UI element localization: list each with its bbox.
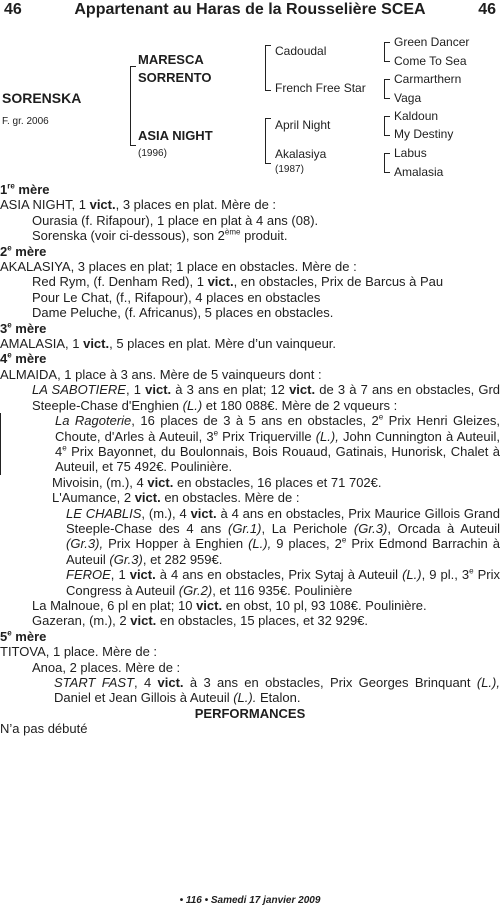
section-heading-1: 1re mère — [0, 181, 50, 197]
section-heading-4: 4e mère — [0, 351, 47, 367]
produce-gazeran: Gazeran, (m.), 2 vict. en obstacles, 15 places, et 32 929€. — [32, 613, 369, 629]
page-header — [0, 0, 500, 24]
great-grandparent-6: My Destiny — [394, 127, 454, 141]
great-grandparent-7: Labus — [394, 146, 427, 160]
great-grandparent-2: Come To Sea — [394, 54, 467, 68]
sire-name-line2: SORRENTO — [138, 70, 212, 85]
dam-sire-bracket — [130, 66, 136, 146]
dam-4-line: ALMAIDA, 1 place à 3 ans. Mère de 5 vainqueurs dont : — [0, 366, 322, 382]
performances-heading: PERFORMANCES — [194, 705, 306, 721]
horse-name: SORENSKA — [2, 90, 82, 106]
dam-name: ASIA NIGHT — [138, 128, 213, 143]
dam-parents-bracket — [265, 118, 271, 164]
dam-2-line: AKALASIYA, 3 places en plat; 1 place en obstacles. Mère de : — [0, 259, 357, 275]
produce-feroe: FEROE, 1 vict. à 4 ans en obstacles, Prix Sytaj à Auteuil (L.), 9 pl., 3e Prix Congress à Auteuil (Gr.2), et 116 935€. Poulinière — [66, 566, 500, 598]
page-title: Appartenant au Haras de la Rousselière SCEA — [74, 1, 426, 18]
great-grandparent-4: Vaga — [394, 91, 422, 105]
page-footer: • 116 • Samedi 17 janvier 2009 — [179, 895, 321, 906]
produce-mivoisin: Mivoisin, (m.), 4 vict. en obstacles, 16 places et 71 702€. — [52, 474, 382, 490]
dam-year: (1996) — [138, 148, 167, 159]
produce-le-chablis: LE CHABLIS, (m.), 4 vict. à 4 ans en obstacles, Prix Maurice Gillois Grand Steeple-Chase des 4 ans (Gr.1), La Perichole (Gr.3), Orcada à Auteuil (Gr.3), Prix Hopper à Enghien (L.), 9 places, 2e Prix Edmond Barrachin à Auteuil (Gr.3), et 282 959€. — [66, 505, 500, 567]
produce-la-malnoue: La Malnoue, 6 pl en plat; 10 vict. en obst, 10 pl, 93 108€. Poulinière. — [32, 597, 427, 613]
great-grandparent-1: Green Dancer — [394, 35, 470, 49]
section-heading-3: 3e mère — [0, 320, 47, 336]
ggs-bracket-2 — [384, 79, 390, 99]
dam-1-line: ASIA NIGHT, 1 vict., 3 places en plat. Mère de : — [0, 197, 277, 213]
horse-description: F. gr. 2006 — [2, 116, 49, 127]
section-heading-2: 2e mère — [0, 243, 47, 259]
produce-line: Sorenska (voir ci-dessous), son 2ème produit. — [32, 227, 288, 244]
produce-start-fast: START FAST, 4 vict. à 3 ans en obstacles, Prix Georges Brinquant (L.), Daniel et Jean Gillois à Auteuil (L.). Etalon. — [54, 675, 500, 706]
sire-name-line1: MARESCA — [138, 52, 204, 67]
dam-5-line: TITOVA, 1 place. Mère de : — [0, 644, 158, 660]
produce-la-sabotiere: LA SABOTIERE, 1 vict. à 3 ans en plat; 12 vict. de 3 à 7 ans en obstacles, Grd Steeple-Chase d'Enghien (L.) et 180 088€. Mère de 2 vqueurs : — [32, 382, 500, 413]
great-grandparent-3: Carmarthern — [394, 72, 462, 86]
great-grandparent-8: Amalasia — [394, 165, 444, 179]
ggs-bracket-1 — [384, 42, 390, 62]
ggs-bracket-3 — [384, 116, 390, 136]
grandsire-2: French Free Star — [275, 81, 366, 95]
produce-anoa: Anoa, 2 places. Mère de : — [32, 659, 181, 675]
produce-la-ragoterie: La Ragoterie, 16 places de 3 à 5 ans en obstacles, 2e Prix Henri Gleizes, Choute, d'Arles à Auteuil, 3e Prix Triquerville (L.), John Cunnington à Auteuil, 4e Prix Bayonnet, du Boulonnais, Bois Rouaud, Gatinais, Hunorisk, Chalet à Auteuil, et 75 492€. Poulinière. — [0, 413, 500, 475]
performances-text: N’a pas débuté — [0, 721, 88, 737]
grandsire-4-year: (1987) — [275, 164, 304, 175]
grandsire-1: Cadoudal — [275, 44, 327, 58]
produce-line: Ourasia (f. Rifapour), 1 place en plat à 4 ans (08). — [32, 212, 319, 228]
produce-line: Dame Peluche, (f. Africanus), 5 places en obstacles. — [32, 305, 334, 321]
dam-3-line: AMALASIA, 1 vict., 5 places en plat. Mère d’un vainqueur. — [0, 336, 337, 352]
sire-parents-bracket — [265, 45, 271, 91]
produce-line: Pour Le Chat, (f., Rifapour), 4 places en obstacles — [32, 289, 321, 305]
page-number-right: 46 — [478, 1, 496, 18]
ggs-bracket-4 — [384, 153, 390, 173]
dam-line-text — [0, 182, 500, 737]
produce-line: Red Rym, (f. Denham Red), 1 vict., en obstacles, Prix de Barcus à Pau — [32, 274, 444, 290]
great-grandparent-5: Kaldoun — [394, 109, 439, 123]
grandsire-3: April Night — [275, 118, 331, 132]
grandsire-4: Akalasiya — [275, 147, 327, 161]
produce-laumance: L'Aumance, 2 vict. en obstacles. Mère de : — [52, 490, 300, 506]
page-number-left: 46 — [4, 1, 22, 18]
section-heading-5: 5e mère — [0, 628, 47, 644]
